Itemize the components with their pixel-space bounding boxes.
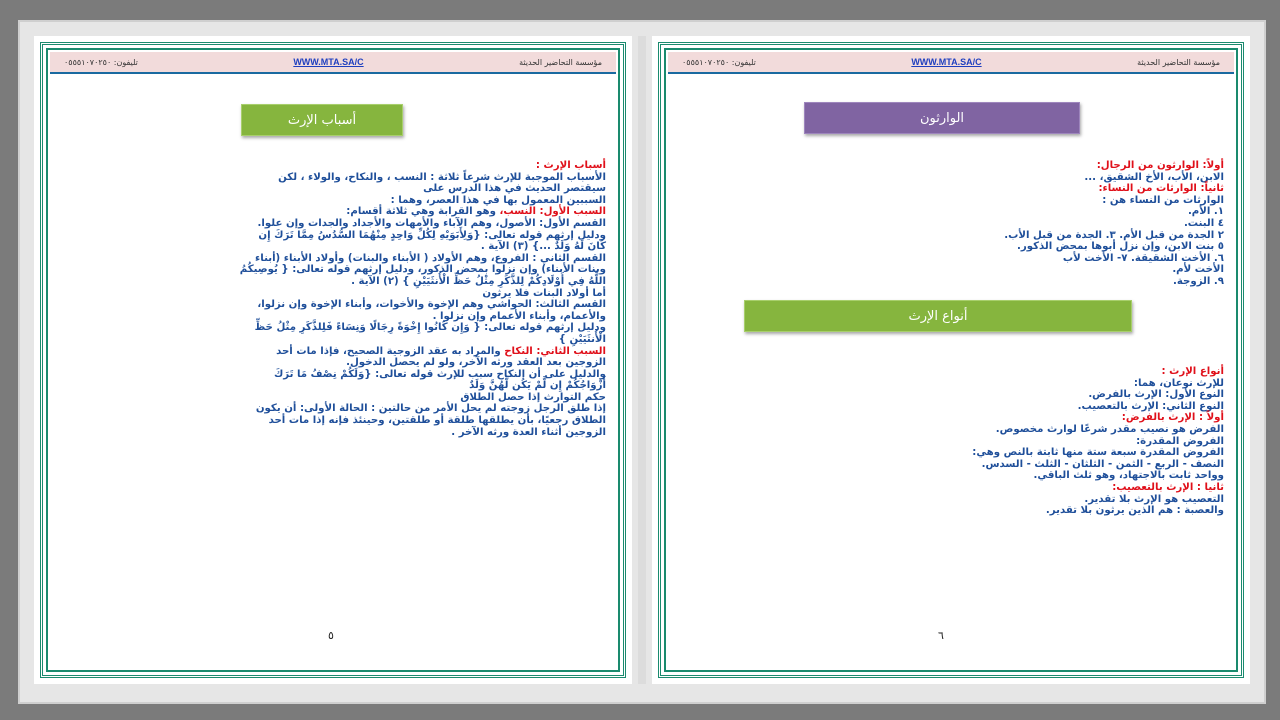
text-line: ٩. الزوجة.: [1172, 275, 1224, 287]
text-line: [46, 346, 606, 358]
section-title: الوارثون: [804, 102, 1080, 134]
text-line-heading: السبب الثاني: النكاح: [504, 345, 606, 357]
text-line: اللَّهُ فِي أَوْلَادِكُمْ لِلذَّكَرِ مِثْلُ حَظِّ الْأُنثَيَيْنِ } (٢) الآية .: [351, 275, 606, 287]
text-line: ١. الأم.: [1187, 206, 1224, 218]
text-line: أما أولاد البنات فلا يرثون: [482, 287, 606, 299]
text-line: الابن، الأب، الأخ الشقيق، ...: [1084, 171, 1224, 183]
text-line: كَانَ لَهُ وَلَدٌ ...} (٣) الآية .: [480, 241, 606, 253]
text-line: أسباب الإرث :: [535, 160, 606, 171]
header-org: مؤسسة التحاضير الحديثة: [1137, 57, 1220, 67]
text-line: أولاً : الإرث بالفرض:: [1121, 412, 1224, 424]
text-line: التعصيب هو الإرث بلا تقدير.: [1084, 493, 1224, 505]
header-url-link[interactable]: WWW.MTA.SA/C: [911, 57, 982, 67]
text-line: الزوجين بعد العقد ورثه الآخر، ولو لم يحصل الدخول.: [346, 357, 606, 369]
text-line: ٦. الأخت الشقيقة. ٧- الأخت لأب: [1062, 252, 1224, 264]
text-line: الطلاق رجعيًا، بأن يطلقها طلقة أو طلقتين، وحينئذ فإنه إذا مات أحد: [268, 415, 606, 427]
text-line: ثانياً: الوارثات من النساء:: [1098, 183, 1224, 195]
page-number: ٥: [328, 629, 334, 642]
text-line: للإرث نوعان، هما:: [1133, 377, 1224, 389]
text-line: النوع الأول: الإرث بالفرض.: [1088, 389, 1224, 401]
header-phone: تليفون: ٠٥٥٥١٠٧٠٢٥٠: [64, 57, 138, 67]
page-header: [50, 52, 616, 74]
left-body-text: [46, 160, 606, 438]
text-line: أَزْوَاجُكُمْ إِن لَّمْ يَكُن لَّهُنَّ وَلَدٌ: [469, 380, 606, 392]
text-line: الفروض المقدرة سبعة ستة منها ثابتة بالنص وهي:: [972, 447, 1224, 459]
text-line: وواحد ثابت بالاجتهاد، وهو ثلث الباقي.: [1033, 470, 1224, 482]
text-line: ودليل إرثهم قوله تعالى: {وَلِأَبَوَيْهِ لِكُلِّ وَاحِدٍ مِنْهُمَا السُّدُسُ مِمَّا تَرَكَ إِن: [258, 229, 606, 241]
right-body-text-types: [704, 366, 1224, 517]
text-line: [46, 206, 606, 218]
left-page: [34, 36, 632, 684]
section-subtitle: أنواع الإرث: [744, 300, 1132, 332]
text-line: وبنات الأبناء) وإن نزلوا بمحض الذكور، ودليل إرثهم قوله تعالى: { يُوصِيكُمُ: [239, 264, 606, 276]
text-line: النوع الثاني: الإرث بالتعصيب.: [1077, 400, 1224, 412]
text-line: القسم الثالث: الحواشي وهم الإخوة والأخوات، وأبناء الإخوة وإن نزلوا،: [257, 299, 606, 311]
text-line-body: وهو القرابة وهي ثلاثة أقسام:: [346, 206, 500, 218]
page-border-inner: [664, 48, 1238, 672]
text-line: الأخت لأم.: [1172, 264, 1224, 276]
text-line: الأسباب الموجبة للإرث شرعاً ثلاثة : النسب ، والنكاح، والولاء ، لكن: [278, 171, 606, 183]
text-line: الزوجين أثناء العدة ورثه الآخر .: [451, 426, 606, 438]
header-url-link[interactable]: WWW.MTA.SA/C: [293, 57, 364, 67]
text-line: الوارثات من النساء هن :: [1102, 194, 1224, 206]
text-line: ٥ بنت الابن، وإن نزل أبوها بمحض الذكور.: [1016, 241, 1224, 253]
text-line: والدليل على أن النكاح سبب للإرث قوله تعالى: {وَلَكُمْ نِصْفُ مَا تَرَكَ: [273, 368, 606, 380]
header-phone: تليفون: ٠٥٥٥١٠٧٠٢٥٠: [682, 57, 756, 67]
text-line: ثانيا : الإرث بالتعصيب:: [1112, 481, 1224, 493]
page-spread: [18, 20, 1266, 704]
text-line: ٢ الجدة من قبل الأم. ٣. الجدة من قبل الأب.: [1004, 229, 1224, 241]
text-line: الفرض هو نصيب مقدر شرعًا لوارث مخصوص.: [995, 423, 1224, 435]
text-line: سيقتصر الحديث في هذا الدرس على: [423, 183, 606, 195]
text-line: والأعمام، وأبناء الأعمام وإن نزلوا .: [432, 310, 606, 322]
right-page: [652, 36, 1250, 684]
section-title: أسباب الإرث: [241, 104, 403, 136]
text-line: ودليل إرثهم قوله تعالى: { وَإِن كَانُوا إِخْوَةً رِجَالًا وَنِسَاءً فَلِلذَّكَرِ مِثْلُ حَظِّ: [254, 322, 606, 334]
text-line: الْأُنثَيَيْنِ }: [558, 333, 606, 345]
text-line: إذا طلق الرجل زوجته لم يحل الأمر من حالتين : الحالة الأولى: أن يكون: [255, 403, 606, 415]
page-number: ٦: [938, 629, 944, 642]
header-org: مؤسسة التحاضير الحديثة: [519, 57, 602, 67]
text-line: أولاً: الوارثون من الرجال:: [1096, 160, 1224, 171]
text-line: الفروض المقدرة:: [1136, 435, 1224, 447]
text-line: القسم الثاني : الفروع، وهم الأولاد ( الأبناء والبنات) وأولاد الأبناء (أبناء: [255, 252, 606, 264]
page-header: [668, 52, 1234, 74]
right-body-text-heirs: [704, 160, 1224, 288]
text-line: والعصبة : هم الذين يرثون بلا تقدير.: [1045, 505, 1224, 517]
text-line: السببين المعمول بها في هذا العصر، وهما :: [390, 194, 606, 206]
page-gutter: [638, 36, 646, 684]
text-line: أنواع الإرث :: [1161, 366, 1224, 377]
text-line: ٤ البنت.: [1183, 217, 1224, 229]
text-line: النصف - الربع - الثمن - الثلثان - الثلث - السدس.: [981, 458, 1224, 470]
document-viewer: [10, 10, 1270, 710]
text-line-heading: السبب الأول: النسب،: [499, 206, 606, 218]
text-line: القسم الأول: الأصول، وهم الآباء والأمهات والأجداد والجدات وإن علوا.: [257, 217, 606, 229]
text-line: حكم التوارث إذا حصل الطلاق: [460, 391, 606, 403]
text-line-body: والمراد به عقد الزوجية الصحيح، فإذا مات أحد: [276, 345, 505, 357]
